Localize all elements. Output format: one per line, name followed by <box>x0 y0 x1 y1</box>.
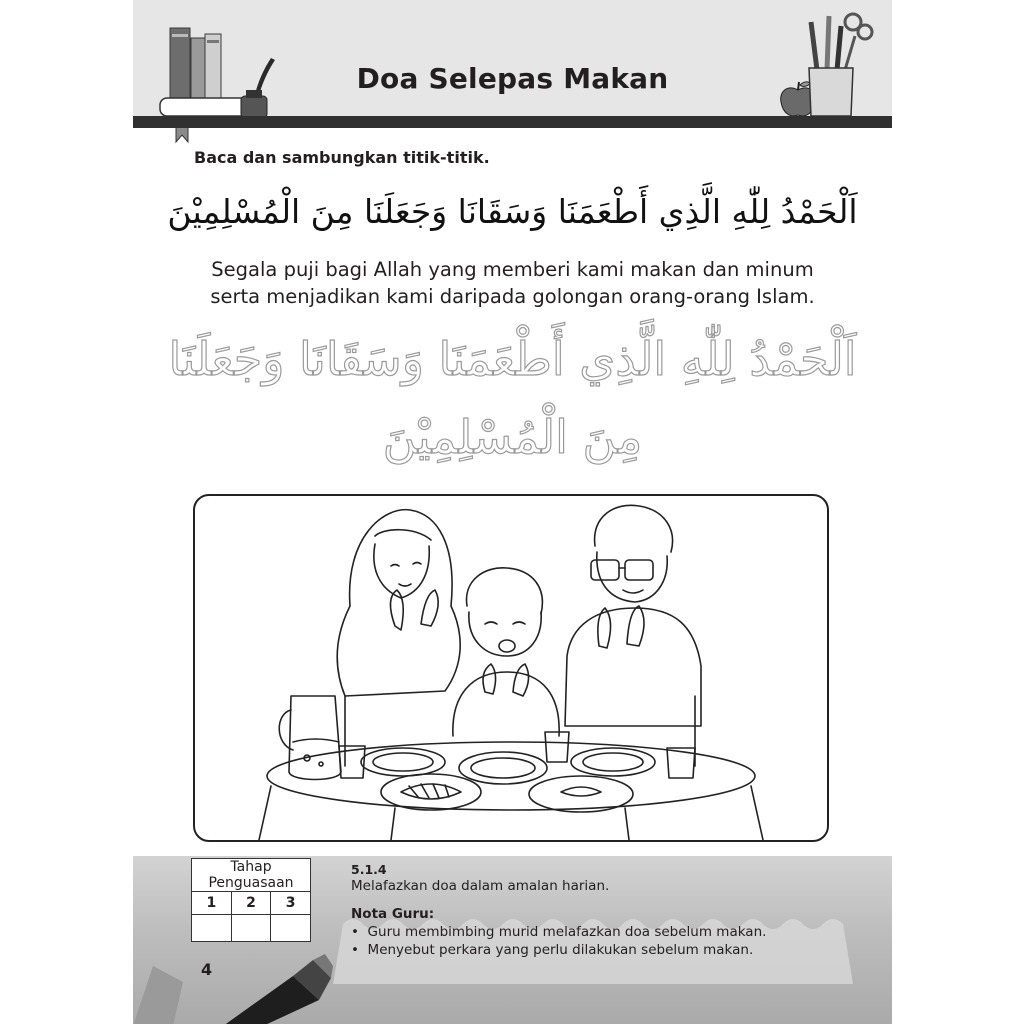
tahap-penguasaan-table <box>191 858 311 942</box>
nota-item-2 <box>351 942 753 958</box>
footer-panel <box>133 856 892 1024</box>
page-title: Doa Selepas Makan <box>356 62 669 95</box>
standard-code: 5.1.4 <box>351 862 387 877</box>
pencil-cup-icon <box>805 12 875 120</box>
page-number: 4 <box>201 960 213 979</box>
bullet-icon: • <box>351 942 368 958</box>
shelf-bar <box>133 116 892 128</box>
nota-guru-label: Nota Guru: <box>351 906 435 922</box>
translation-line-2: serta menjadikan kami daripada golongan orang-orang Islam. <box>210 285 815 308</box>
tahap-label: Tahap Penguasaan <box>192 859 311 892</box>
bullet-icon: • <box>351 924 368 940</box>
level-3-checkbox[interactable] <box>271 915 311 942</box>
level-2-checkbox[interactable] <box>231 915 271 942</box>
trace-line-2: مِنَ الْمُسْلِمِيْنَ <box>382 410 643 464</box>
paper-strip-decoration <box>333 904 892 1024</box>
instruction-text: Baca dan sambungkan titik-titik. <box>194 148 490 167</box>
level-1-checkbox[interactable] <box>192 915 232 942</box>
doa-translation <box>133 256 892 310</box>
level-3-label: 3 <box>271 892 311 915</box>
level-2-label: 2 <box>231 892 271 915</box>
standard-text: Melafazkan doa dalam amalan harian. <box>351 878 610 894</box>
nota-item-1 <box>351 924 766 940</box>
nota-item-2-text: Menyebut perkara yang perlu dilakukan sebelum makan. <box>367 942 754 958</box>
trace-line-1: اَلْحَمْدُ لِلّٰهِ الَّذِي أَطْعَمَنَا وَسَقَانَا وَجَعَلَنَا <box>168 332 857 386</box>
nota-item-1-text: Guru membimbing murid melafazkan doa sebelum makan. <box>367 924 767 940</box>
translation-line-1: Segala puji bagi Allah yang memberi kami makan dan minum <box>211 258 814 281</box>
worksheet-page <box>133 0 892 1024</box>
level-1-label: 1 <box>192 892 232 915</box>
illustration-frame <box>193 494 829 842</box>
family-praying-illustration <box>195 496 827 840</box>
doa-arabic-text: اَلْحَمْدُ لِلّٰهِ الَّذِي أَطْعَمَنَا وَسَقَانَا وَجَعَلَنَا مِنَ الْمُسْلِمِيْنَ <box>167 192 858 231</box>
